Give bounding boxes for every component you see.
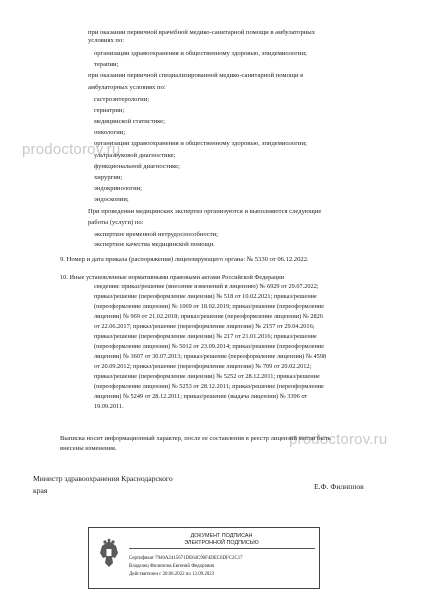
text-line: ультразвуковой диагностике;: [94, 152, 176, 159]
watermark: prodoctorov.ru: [22, 141, 121, 158]
disclaimer-line: Выписка носит информационный характер, после ее составления в реестр лицензий могли быть: [60, 435, 331, 442]
text-line: медицинской статистике;: [94, 118, 165, 125]
text-line: эндокринологии;: [94, 185, 142, 192]
text-line: онкологии;: [94, 129, 126, 136]
stamp-validity: Действителен с 20.06.2022 по 13.09.2023: [129, 572, 215, 577]
text-line: гериатрии;: [94, 107, 125, 114]
text-line: при оказании первичной специализированной медико-санитарной помощи в: [88, 72, 304, 79]
text-line: сведения: приказ/решение (внесение изменений в лицензию) № 6929 от 29.07.2022;: [94, 283, 319, 290]
stamp-subtitle: ЭЛЕКТРОННОЙ ПОДПИСЬЮ: [184, 540, 259, 546]
text-line: функциональной диагностике;: [94, 163, 180, 170]
text-line: приказ/решение (переоформление лицензии) № 518 от 10.02.2021; приказ/решение: [94, 293, 317, 300]
text-line: экспертизе качества медицинской помощи.: [94, 241, 215, 248]
stamp-owner: Владелец Филиппов Евгений Федорович: [129, 564, 215, 569]
signer-position-region: края: [33, 486, 48, 495]
text-line: гастроэнтерологии;: [94, 96, 150, 103]
text-line: лицензии) № 969 от 21.02.2018; приказ/решение (переоформление лицензии) № 2826: [94, 313, 323, 320]
stamp-divider: [129, 548, 315, 549]
stamp-title: ДОКУМЕНТ ПОДПИСАН: [190, 533, 253, 539]
text-line: экспертизе временной нетрудоспособности;: [94, 231, 218, 238]
text-line: хирургии;: [94, 174, 123, 181]
order-number: 9. Номер и дата приказа (распоряжения) лицензирующего органа: № 5330 от 06.12.2022.: [60, 256, 309, 263]
text-line: 19.09.2011.: [94, 403, 124, 410]
text-line: лицензии) № 5249 от 28.12.2011; приказ/решение (выдача лицензии) № 3396 от: [94, 393, 308, 400]
text-line: организации здравоохранения и общественному здоровью, эпидемиологии;: [94, 140, 307, 147]
text-line: При проведении медицинских экспертиз организуются и выполняются следующие: [88, 208, 322, 215]
electronic-signature-stamp: [88, 527, 320, 589]
text-line: от 22.06.2017; приказ/решение (переоформление лицензии) № 2157 от 29.04.2016;: [94, 323, 315, 330]
text-line: амбулаторных условиях по:: [88, 84, 166, 91]
stamp-certificate: Сертификат 7940A2415671DE64C90F4DEC6DFC2C17: [129, 556, 243, 561]
signer-name: Е.Ф. Филиппов: [314, 482, 364, 491]
text-line: эндоскопии;: [94, 196, 129, 203]
text-line: 10. Иные установленные нормативными правовыми актами Российской Федерации: [60, 274, 285, 281]
text-line: (переоформление лицензии) № 5253 от 28.12.2011; приказ/решение (переоформление: [94, 383, 324, 390]
text-line: (переоформление лицензии) № 5012 от 23.09.2014; приказ/решение (переоформление: [94, 343, 325, 350]
text-line: при оказании первичной врачебной медико-санитарной помощи в амбулаторных: [88, 29, 316, 36]
text-line: условиях по:: [88, 37, 125, 44]
watermark: prodoctorov.ru: [289, 431, 388, 448]
text-line: от 20.09.2012; приказ/решение (переоформление лицензии) № 709 от 20.02.2012;: [94, 363, 312, 370]
coat-of-arms-icon: [97, 538, 121, 570]
text-line: приказ/решение (переоформление лицензии) № 217 от 21.01.2016; приказ/решение: [94, 333, 317, 340]
text-line: терапии;: [94, 61, 119, 68]
text-line: организации здравоохранения и общественному здоровью, эпидемиологии;: [94, 50, 307, 57]
text-line: лицензии) № 3607 от 30.07.2013; приказ/решение (переоформление лицензии) № 4598: [94, 353, 327, 360]
text-line: приказ/решение (переоформление лицензии) № 5252 от 28.12.2011; приказ/решение: [94, 373, 320, 380]
disclaimer-line: внесены изменения.: [60, 445, 117, 452]
signer-position: Министр здравоохранения Краснодарского: [33, 474, 173, 483]
text-line: (переоформление лицензии) № 1069 от 18.02.2019; приказ/решение (переоформление: [94, 303, 325, 310]
text-line: работы (услуги) по:: [88, 219, 144, 226]
